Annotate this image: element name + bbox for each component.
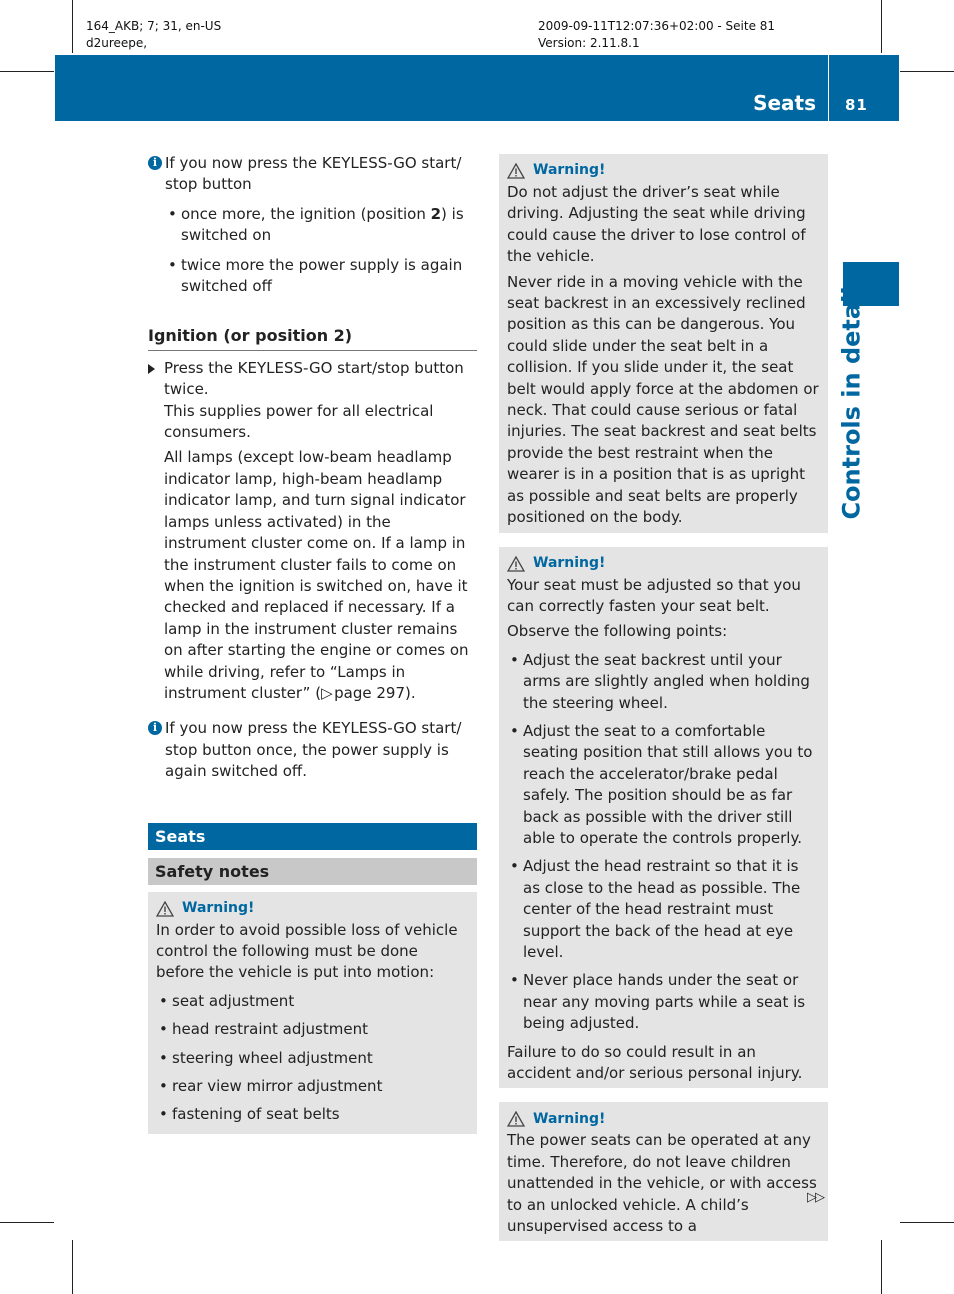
warning-title bbox=[156, 898, 469, 920]
right-column bbox=[499, 154, 828, 1241]
step-paragraph-end: ). bbox=[405, 683, 416, 702]
seats-section-bar: Seats bbox=[148, 823, 477, 850]
bullet: • bbox=[159, 1105, 168, 1124]
info-note-2-text: If you now press the KEYLESS-GO start/ stop button once, the power supply is again switched off. bbox=[165, 719, 462, 781]
info-icon: i bbox=[148, 156, 162, 170]
step-result: This supplies power for all electrical consumers. bbox=[164, 401, 434, 442]
list-item bbox=[507, 970, 820, 1034]
list-item bbox=[156, 1048, 469, 1069]
warning-box bbox=[499, 154, 828, 533]
meta-right-line1: 2009-09-11T12:07:36+02:00 - Seite 81 bbox=[538, 19, 776, 33]
warning-title-text: Warning! bbox=[533, 1110, 606, 1127]
left-column bbox=[148, 153, 477, 1134]
print-meta-right bbox=[538, 18, 775, 52]
info-note-2 bbox=[148, 718, 477, 782]
warning-title-text: Warning! bbox=[533, 554, 606, 571]
side-label bbox=[829, 285, 875, 520]
crop-mark bbox=[900, 1222, 954, 1223]
warning-triangle-icon bbox=[507, 1111, 525, 1127]
print-meta-left bbox=[86, 18, 221, 52]
info-note-1-text: If you now press the KEYLESS-GO start/ stop button bbox=[165, 154, 462, 194]
warning-box bbox=[499, 547, 828, 1089]
step-arrow-icon bbox=[148, 364, 155, 374]
warning-triangle-icon bbox=[507, 556, 525, 572]
list-item-text: Adjust the head restraint so that it is as close to the head as possible. The center of the head restraint must support the back of the head at eye level. bbox=[523, 857, 801, 961]
list-item-text: rear view mirror adjustment bbox=[172, 1077, 383, 1095]
list-item-text: twice more the power supply is again switched off bbox=[181, 255, 463, 296]
header-divider bbox=[828, 55, 829, 121]
bullet: • bbox=[510, 971, 519, 990]
list-item-text: once more, the ignition (position bbox=[181, 204, 431, 223]
crop-mark bbox=[0, 71, 54, 72]
page-number: 81 bbox=[845, 96, 868, 114]
crop-mark bbox=[881, 1240, 882, 1294]
list-item bbox=[156, 991, 469, 1012]
list-item bbox=[156, 1019, 469, 1040]
list-item-bold: 2 bbox=[430, 204, 442, 223]
bullet: • bbox=[168, 204, 177, 223]
bullet: • bbox=[159, 1077, 168, 1095]
warning-title-text: Warning! bbox=[533, 162, 606, 179]
crop-mark bbox=[900, 71, 954, 72]
list-item bbox=[156, 1076, 469, 1097]
step-paragraph bbox=[164, 447, 477, 704]
bullet: • bbox=[159, 1048, 168, 1067]
info-icon: i bbox=[148, 721, 162, 735]
bullet: • bbox=[510, 857, 519, 876]
list-item bbox=[507, 650, 820, 714]
side-label-text: Controls in detail bbox=[838, 285, 867, 520]
bullet: • bbox=[168, 255, 177, 274]
warning-text: In order to avoid possible loss of vehicle control the following must be done before the vehicle is put into motion: bbox=[156, 920, 458, 982]
warning-title bbox=[507, 160, 820, 182]
warning-text: Never ride in a moving vehicle with the seat backrest in an excessively reclined position as this can be dangerous. You could slide under the seat belt in a collision. If you slide under it, the seat belt would apply force at the abdomen or neck. That could cause serious or fatal injuries. The seat backrest and seat belts provide the best restraint when the wearer is in a position that is as upright as possible and seat belts are properly positioned on the body. bbox=[507, 272, 819, 527]
section-title: Seats bbox=[753, 91, 816, 115]
page-reference[interactable]: page 297 bbox=[334, 683, 405, 702]
list-item bbox=[507, 721, 820, 849]
list-item bbox=[165, 204, 477, 247]
bullet: • bbox=[510, 650, 519, 669]
safety-notes-bar: Safety notes bbox=[148, 858, 477, 885]
warning-text: Failure to do so could result in an accident and/or serious personal injury. bbox=[507, 1042, 803, 1083]
crop-mark bbox=[0, 1222, 54, 1223]
list-item bbox=[156, 1104, 469, 1129]
bullet: • bbox=[159, 1020, 168, 1039]
bullet: • bbox=[510, 721, 519, 740]
crop-mark bbox=[881, 0, 882, 53]
list-item-text: steering wheel adjustment bbox=[172, 1048, 373, 1067]
warning-box bbox=[499, 1102, 828, 1241]
list-item-text: head restraint adjustment bbox=[172, 1020, 368, 1039]
list-item-text: Never place hands under the seat or near any moving parts while a seat is being adjusted. bbox=[523, 971, 806, 1033]
step-paragraph-text: All lamps (except low-beam headlamp indicator lamp, high-beam headlamp indicator lamp, and turn signal indicator lamps unless activated) in the instrument cluster come on. If a lamp in the instrument cluster fails to come on when the ignition is switched on, have it checked and replaced if necessary. If a lamp in the instrument cluster remains on after starting the engine or comes on while driving, refer to “Lamps in instrument cluster” ( bbox=[164, 448, 469, 702]
step-text: Press the KEYLESS-GO start/stop button twice. bbox=[164, 358, 464, 399]
step-instruction bbox=[148, 358, 477, 705]
list-item-text: fastening of seat belts bbox=[172, 1105, 340, 1124]
list-item bbox=[507, 856, 820, 963]
meta-right-line2: Version: 2.11.8.1 bbox=[538, 36, 640, 50]
crop-mark bbox=[72, 0, 73, 53]
warning-text: Your seat must be adjusted so that you can correctly fasten your seat belt. bbox=[507, 575, 801, 615]
list-item-text: ) is switched on bbox=[181, 204, 464, 245]
list-item bbox=[165, 255, 477, 298]
warning-triangle-icon bbox=[156, 901, 174, 917]
info-note-1 bbox=[148, 153, 477, 196]
warning-text: Observe the following points: bbox=[507, 622, 728, 641]
list-item-text: Adjust the seat to a comfortable seating position that still allows you to reach the accelerator/brake pedal safely. The position should be as far back as possible with the driver still able to operate the controls properly. bbox=[523, 721, 813, 847]
crop-mark bbox=[72, 1240, 73, 1294]
continue-mark: ▷▷ bbox=[807, 1190, 823, 1205]
page-reference-arrow-icon: ▷ bbox=[321, 683, 333, 702]
warning-title bbox=[507, 553, 820, 575]
header-bar bbox=[55, 55, 899, 121]
list-item-text: seat adjustment bbox=[172, 991, 295, 1010]
warning-triangle-icon bbox=[507, 163, 525, 179]
warning-text: Do not adjust the driver’s seat while driving. Adjusting the seat while driving could cause the driver to lose control of the vehicle. bbox=[507, 183, 806, 266]
list-item-text: Adjust the seat backrest until your arms are slightly angled when holding the steering wheel. bbox=[523, 650, 810, 712]
warning-text: The power seats can be operated at any time. Therefore, do not leave children unattended in the vehicle, or with access to an unlocked vehicle. A child’s unsupervised access to a bbox=[507, 1131, 817, 1236]
warning-box bbox=[148, 892, 477, 1134]
meta-left-line2: d2ureepe, bbox=[86, 36, 148, 50]
subheading-ignition: Ignition (or position 2) bbox=[148, 325, 477, 350]
bullet: • bbox=[159, 991, 168, 1010]
warning-title-text: Warning! bbox=[182, 899, 255, 916]
meta-left-line1: 164_AKB; 7; 31, en-US bbox=[86, 19, 222, 33]
warning-title bbox=[507, 1108, 820, 1130]
